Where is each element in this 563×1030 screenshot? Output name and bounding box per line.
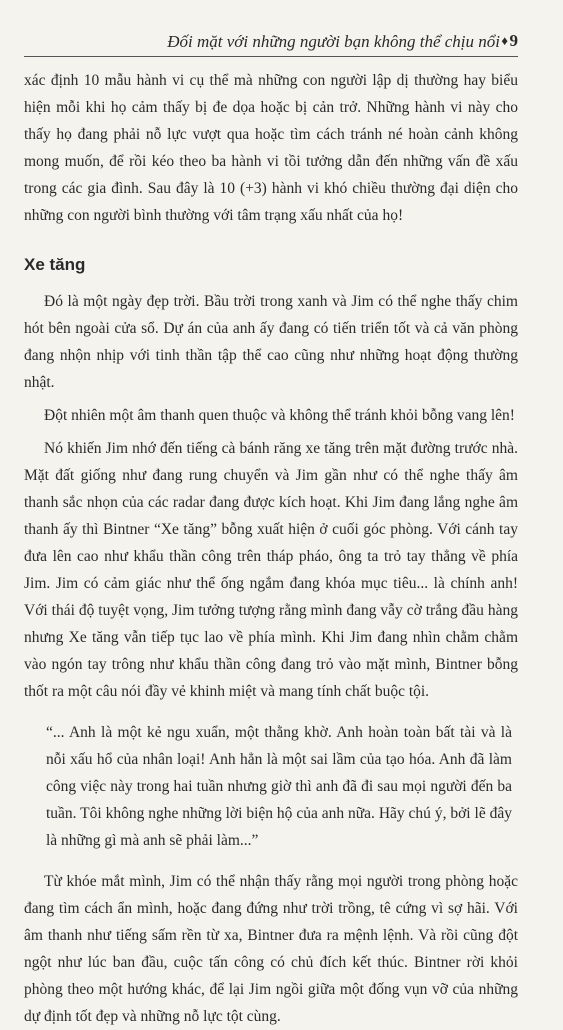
chapter-title: Đối mặt với những người bạn không thể chịu nổi — [167, 32, 500, 51]
paragraph-1: Đó là một ngày đẹp trời. Bầu trời trong xanh và Jim có thể nghe thấy chim hót bên ngoài cửa sổ. Dự án của anh ấy đang có tiến triển tốt và cả văn phòng đang nhộn nhịp với tinh thần tập thể cao cũng như những hoạt động thường nhật. — [24, 293, 518, 391]
diamond-icon: ♦ — [501, 33, 508, 48]
paragraph-3: Nó khiến Jim nhớ đến tiếng cà bánh răng xe tăng trên mặt đường trước nhà. Mặt đất giống như đang rung chuyển và Jim gần như có thể nghe thấy âm thanh sắc nhọn của các radar đang được kích hoạt. Khi Jim đang lắng nghe âm thanh ấy thì Bintner “Xe tăng” bỗng xuất hiện ở cuối góc phòng. Với cánh tay đưa lên cao như khẩu thần công trên tháp pháo, ông ta trỏ tay thẳng về phía Jim. Jim có cảm giác như thể ống ngắm đang khóa mục tiêu... là chính anh! Với thái độ tuyệt vọng, Jim tưởng tượng rằng mình đang vẫy cờ trắng đầu hàng nhưng Xe tăng vẫn tiếp tục lao về phía mình. Khi Jim đang nhìn chằm chằm vào ngón tay trông như khẩu thần công đang trỏ vào mặt mình, Bintner bỗng thốt ra một câu nói đầy vẻ khinh miệt và mang tính chất buộc tội. — [24, 440, 518, 700]
paragraph-4: Từ khóe mắt mình, Jim có thể nhận thấy rằng mọi người trong phòng hoặc đang tìm cách ẩn mình, hoặc đang đứng như trời trồng, tê cứng vì sợ hãi. Với âm thanh như tiếng sấm rền từ xa, Bintner đưa ra mệnh lệnh. Và rồi cũng đột ngột như lúc ban đầu, cuộc tấn công có chủ đích kết thúc. Bintner rời khỏi phòng theo một hướng khác, để lại Jim ngồi giữa một đống vụn vỡ của những dự định tốt đẹp và những nỗ lực tột cùng. — [24, 873, 518, 1025]
intro-paragraph: xác định 10 mẫu hành vi cụ thể mà những con người lập dị thường hay biểu hiện mỗi khi họ cảm thấy bị đe dọa hoặc bị cản trở. Những hành vi này cho thấy họ đang phải nỗ lực vượt qua hoặc tìm cách tránh né hoàn cảnh không mong muốn, để rồi kéo theo ba hành vi tồi tưởng dẫn đến những vấn đề xấu trong các gia đình. Sau đây là 10 (+3) hành vi khó chiều thường đại diện cho những con người bình thường với tâm trạng xấu nhất của họ! — [24, 72, 518, 224]
page-body — [24, 67, 518, 1030]
section-heading: Xe tăng — [24, 255, 86, 274]
page-number: 9 — [509, 31, 518, 50]
paragraph-2: Đột nhiên một âm thanh quen thuộc và không thể tránh khỏi bỗng vang lên! — [44, 407, 515, 424]
running-header — [24, 0, 518, 57]
block-quote: “... Anh là một kẻ ngu xuẩn, một thằng khờ. Anh hoàn toàn bất tài và là nỗi xấu hổ của nhân loại! Anh hẳn là một sai lầm của tạo hóa. Anh đã làm công việc này trong hai tuần nhưng giờ thì anh đã đi sau mọi người đến ba tuần. Tôi không nghe những lời biện hộ của anh nữa. Hãy chú ý, bởi lẽ đây là những gì mà anh sẽ phải làm...” — [46, 724, 512, 849]
